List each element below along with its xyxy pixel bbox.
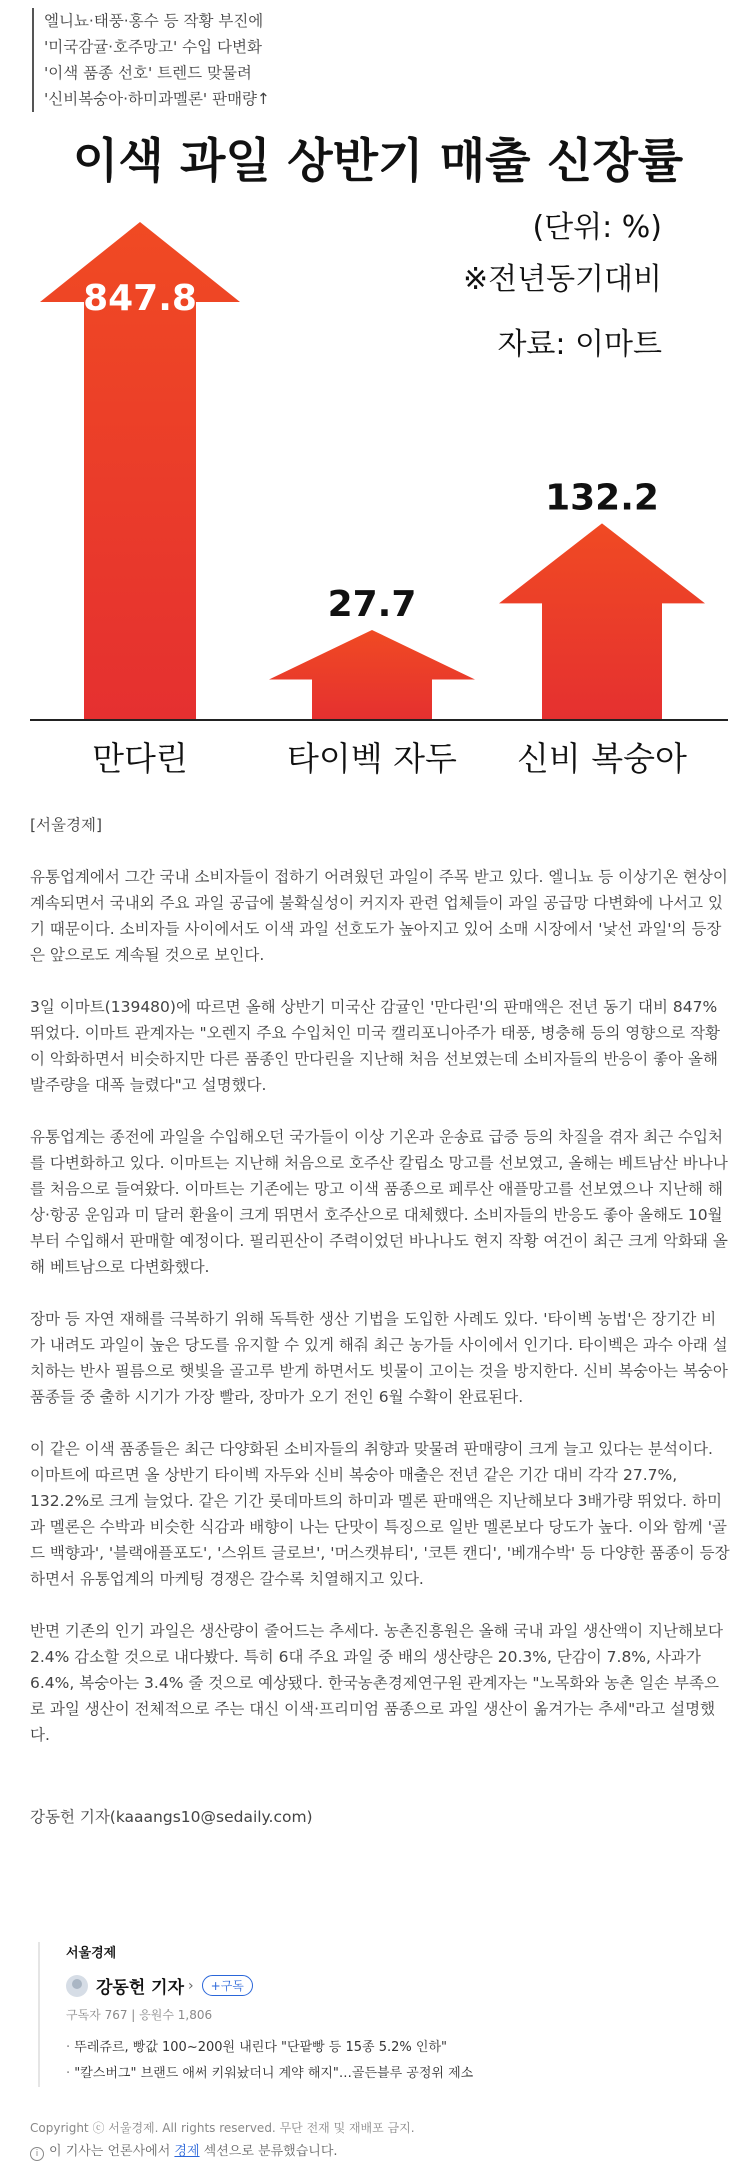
- article-paragraph: 유통업계는 종전에 과일을 수입해오던 국가들이 이상 기온과 운송료 급증 등의 차질을 겪자 최근 수입처를 다변화하고 있다. 이마트는 지난해 처음으로 호주산 칼립소 망고를 선보였고, 올해는 베트남산 바나나를 처음으로 들여왔다. 이마트는 기존에는 망고 이색 품종으로 페루산 애플망고를 선보였으나 지난해 해상·항공 운임과 미 달러 환율이 크게 뛰면서 호주산으로 대체했다. 소비자들의 반응도 좋아 올해도 10월부터 수입해서 판매할 예정이다. 필리핀산이 주력이었던 바나나도 현지 작황 여건이 최근 크게 악화돼 올해 베트남으로 다변화했다.: [30, 1128, 728, 1276]
- reporter-card: [38, 1942, 736, 2087]
- reporter-name[interactable]: 강동헌 기자: [96, 1978, 185, 1998]
- bar-sinbi-peach: [499, 523, 705, 720]
- chart-title: 이색 과일 상반기 매출 신장률: [72, 134, 684, 189]
- reporter-stats: 구독자 767 | 응원수 1,806: [66, 2008, 213, 2022]
- sales-growth-chart: [0, 125, 755, 800]
- subscribe-button[interactable]: +구독: [202, 1975, 253, 1996]
- chart-note: ※전년동기대비: [462, 262, 662, 297]
- article-source: [서울경제]: [30, 816, 102, 834]
- bar-tyvek-plum: [269, 630, 475, 720]
- value-label-sinbi-peach: 132.2: [545, 477, 659, 519]
- article-paragraph: 3일 이마트(139480)에 따르면 올해 상반기 미국산 감귤인 '만다린'의 판매액은 전년 동기 대비 847% 뛰었다. 이마트 관계자는 "오렌지 주요 수입처인 미국 캘리포니아주가 태풍, 병충해 등의 영향으로 작황이 악화하면서 비슷하지만 다른 품종인 만다린을 지난해 처음 선보였는데 소비자들의 반응이 좋아 올해 발주량을 대폭 늘렸다"고 설명했다.: [30, 998, 721, 1094]
- notice-prefix: 이 기사는 언론사에서: [49, 2144, 175, 2159]
- article-body: [30, 812, 730, 1830]
- page-footer: [30, 2116, 730, 2164]
- chevron-right-icon[interactable]: ›: [188, 1977, 194, 1994]
- copyright-notice: Copyright ⓒ 서울경제. All rights reserved. 무단 전재 및 재배포 금지.: [30, 2121, 415, 2135]
- article-paragraph: 장마 등 자연 재해를 극복하기 위해 독특한 생산 기법을 도입한 사례도 있다. '타이벡 농법'은 장기간 비가 내려도 과일이 높은 당도를 유지할 수 있게 해줘 최근 농가들 사이에서 인기다. 타이벡은 과수 아래 설치하는 반사 필름으로 햇빛을 골고루 받게 하면서도 빗물이 고이는 것을 방지한다. 신비 복숭아는 복숭아 품종들 중 출하 시기가 가장 빨라, 장마가 오기 전인 6월 수확이 완료된다.: [30, 1310, 728, 1406]
- info-icon: i: [30, 2147, 44, 2161]
- article-byline: 강동헌 기자(kaaangs10@sedaily.com): [30, 1808, 313, 1826]
- reporter-avatar-icon[interactable]: [66, 1975, 88, 1997]
- summary-line: '이색 품종 선호' 트렌드 맞물려: [44, 64, 252, 82]
- article-paragraph: 이 같은 이색 품종들은 최근 다양화된 소비자들의 취향과 맞물려 판매량이 크게 늘고 있다는 분석이다. 이마트에 따르면 올 상반기 타이벡 자두와 신비 복숭아 매출은 전년 같은 기간 대비 각각 27.7%, 132.2%로 크게 늘었다. 같은 기간 롯데마트의 하미과 멜론 판매액은 지난해보다 3배가량 뛰었다. 하미과 멜론은 수박과 비슷한 식감과 배향이 나는 단맛이 특징으로 일반 멜론보다 당도가 높다. 이와 함께 '골드 백향과', '블랙애플포도', '스위트 글로브', '머스캣뷰티', '코튼 캔디', '베개수박' 등 다양한 품종이 등장하면서 유통업계의 마케팅 경쟁은 갈수록 치열해지고 있다.: [30, 1440, 730, 1588]
- chart-unit-label: (단위: %): [532, 210, 662, 245]
- article-paragraph: 유통업계에서 그간 국내 소비자들이 접하기 어려웠던 과일이 주목 받고 있다. 엘니뇨 등 이상기온 현상이 계속되면서 국내외 주요 과일 공급에 불확실성이 커지자 관련 업체들이 과일 공급망 다변화에 나서고 있기 때문이다. 소비자들 사이에서도 이색 과일 선호도가 높아지고 있어 소매 시장에서 '낯선 과일'의 등장은 앞으로도 계속될 것으로 보인다.: [30, 868, 728, 964]
- category-label-mandarin: 만다린: [92, 739, 188, 778]
- section-link-economy[interactable]: 경제: [174, 2144, 200, 2159]
- category-label-tyvek-plum: 타이벡 자두: [287, 739, 457, 778]
- related-article-link[interactable]: · 뚜레쥬르, 빵값 100~200원 내린다 "단팥빵 등 15종 5.2% 인하": [66, 2035, 736, 2061]
- summary-line: '신비복숭아·하미과멜론' 판매량↑: [44, 90, 271, 108]
- category-label-sinbi-peach: 신비 복숭아: [517, 739, 687, 778]
- related-article-link[interactable]: · "칼스버그" 브랜드 애써 키워놨더니 계약 해지"…골든블루 공정위 제소: [66, 2061, 736, 2087]
- summary-line: '미국감귤·호주망고' 수입 다변화: [44, 38, 262, 56]
- article-paragraph: 반면 기존의 인기 과일은 생산량이 줄어드는 추세다. 농촌진흥원은 올해 국내 과일 생산액이 지난해보다 2.4% 감소할 것으로 내다봤다. 특히 6대 주요 과일 중 배의 생산량은 20.3%, 단감이 7.8%, 사과가 6.4%, 복숭아는 3.4% 줄 것으로 예상됐다. 한국농촌경제연구원 관계자는 "노목화와 농촌 일손 부족으로 과일 생산이 전체적으로 주는 대신 이색·프리미엄 품종으로 과일 생산이 옮겨가는 추세"라고 설명했다.: [30, 1622, 723, 1744]
- summary-line: 엘니뇨·태풍·홍수 등 작황 부진에: [44, 12, 264, 30]
- value-label-tyvek-plum: 27.7: [327, 583, 417, 625]
- chart-source: 자료: 이마트: [497, 327, 662, 362]
- notice-suffix: 섹션으로 분류했습니다.: [199, 2144, 338, 2159]
- section-notice: [30, 2140, 730, 2164]
- article-summary: [32, 8, 270, 112]
- press-name[interactable]: 서울경제: [66, 1946, 117, 1961]
- value-label-mandarin: 847.8: [83, 278, 197, 319]
